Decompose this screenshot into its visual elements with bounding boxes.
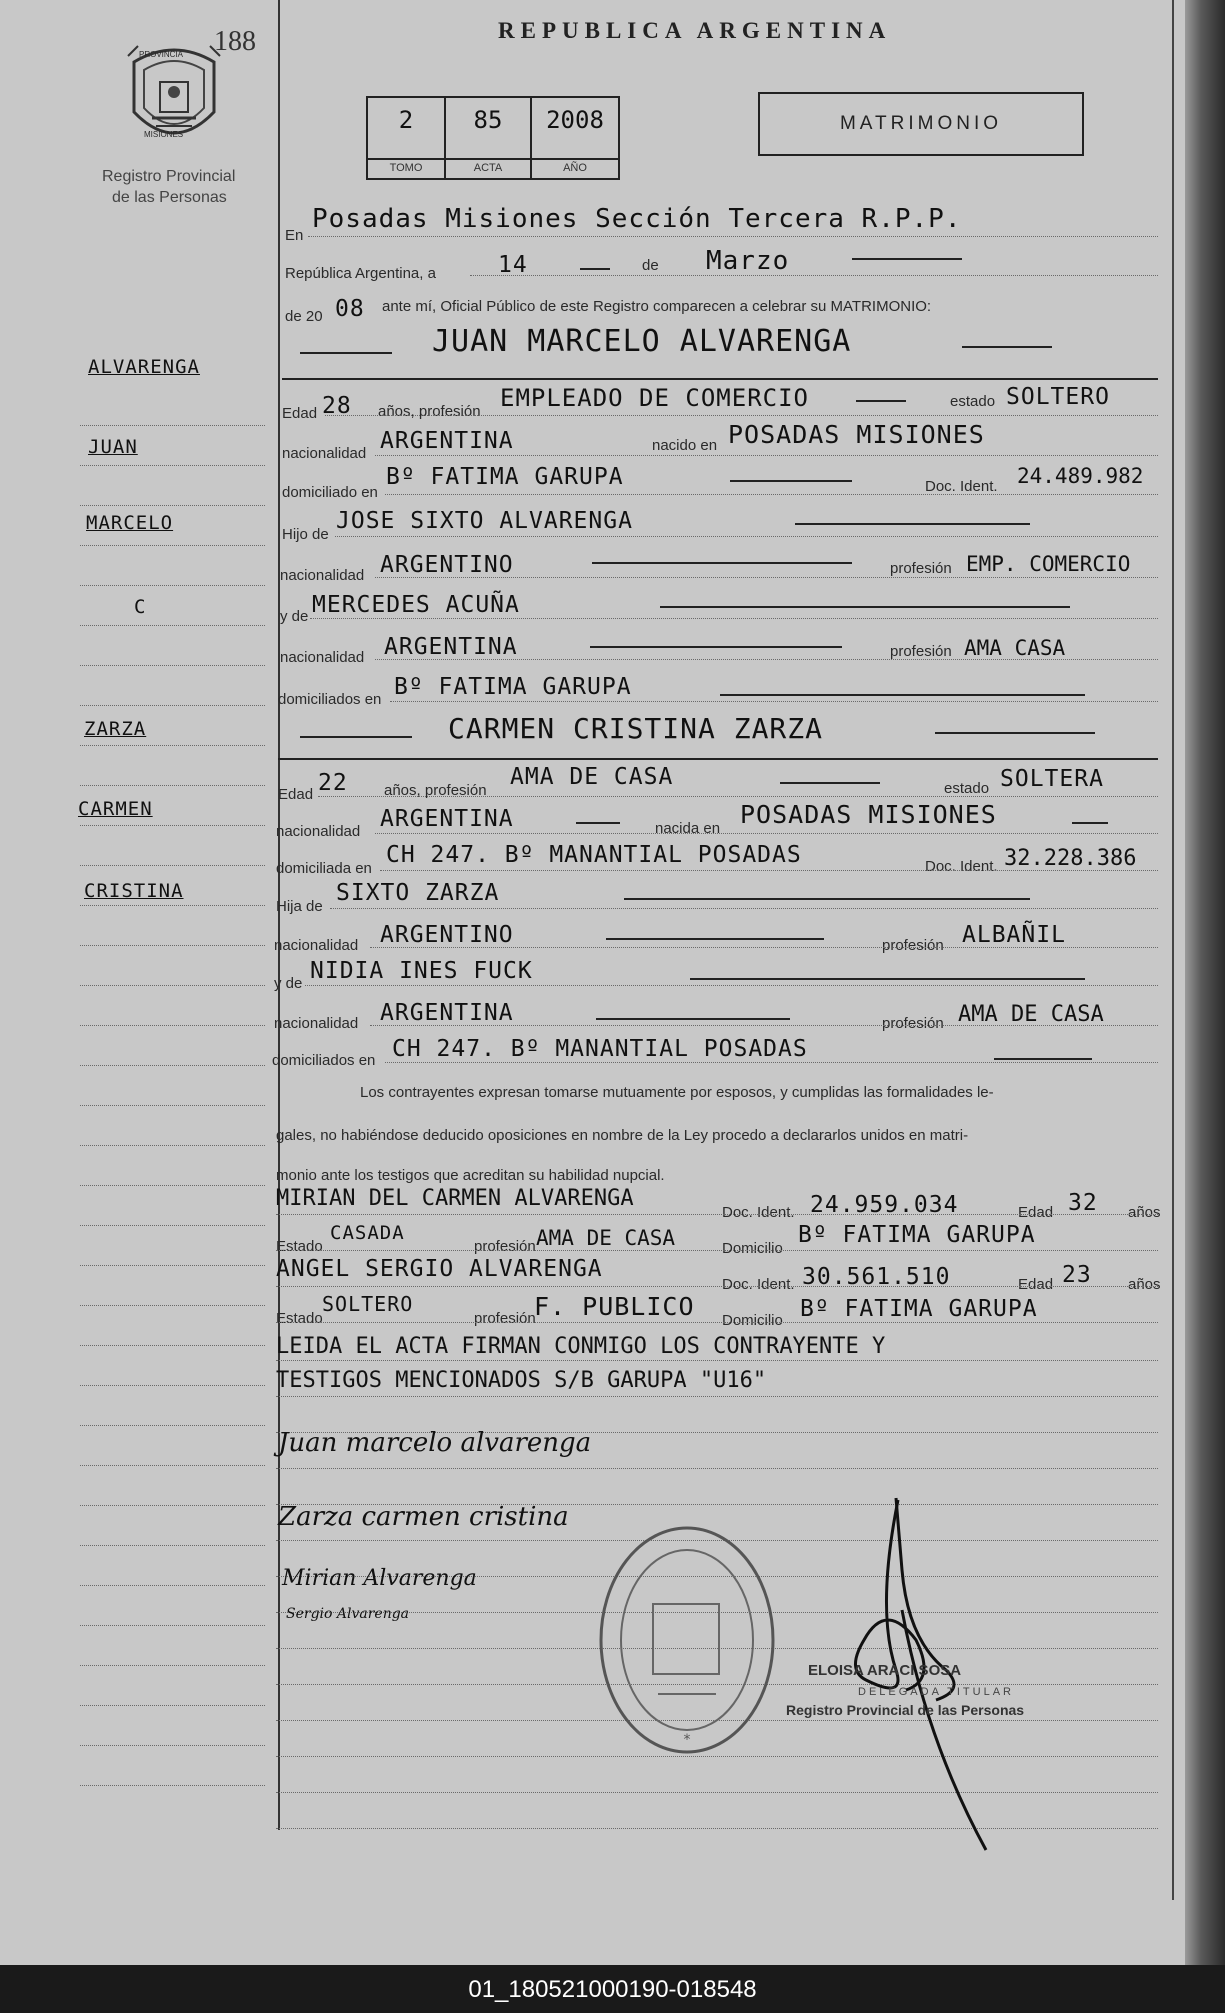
groom-mother: MERCEDES ACUÑA xyxy=(312,592,520,618)
bride-nacionalidad-label: nacionalidad xyxy=(276,823,361,840)
margin-name-1: ALVARENGA xyxy=(88,356,200,378)
bride-profession: AMA DE CASA xyxy=(510,764,674,790)
seal-bottom-text: MISIONES xyxy=(144,130,184,139)
place-value: Posadas Misiones Sección Tercera R.P.P. xyxy=(312,204,962,234)
witness-1-domicilio-label: Domicilio xyxy=(722,1240,783,1257)
margin-divider xyxy=(278,0,280,1830)
witness-2-doc: 30.561.510 xyxy=(802,1264,951,1290)
legal-line-3: monio ante los testigos que acreditan su habilidad nupcial. xyxy=(276,1167,665,1184)
bride-birthplace: POSADAS MISIONES xyxy=(740,800,997,829)
groom-mother-nacionalidad-label: nacionalidad xyxy=(280,649,365,666)
signature-witness-1: Mirian Alvarenga xyxy=(282,1566,477,1591)
image-code-footer: 01_180521000190-018548 xyxy=(468,1976,757,2003)
witness-2-edad-label: Edad xyxy=(1018,1276,1054,1293)
bride-father-profession: ALBAÑIL xyxy=(962,922,1066,948)
anio-value: 2008 xyxy=(546,106,604,134)
margin-name-3: MARCELO xyxy=(86,512,174,534)
groom-estado-label: estado xyxy=(950,393,996,410)
groom-birthplace: POSADAS MISIONES xyxy=(728,420,985,449)
witness-2-estado-label: Estado xyxy=(276,1310,323,1327)
bride-nacida-label: nacida en xyxy=(655,820,721,837)
bride-mother-nacionalidad-label: nacionalidad xyxy=(274,1015,359,1032)
official-name: ELOISA ARACI SOSA xyxy=(808,1662,962,1679)
seal-top-text: PROVINCIA xyxy=(139,50,184,59)
groom-edad-label: Edad xyxy=(282,405,318,422)
svg-text:*: * xyxy=(683,1732,691,1748)
groom-father-nacionalidad-label: nacionalidad xyxy=(280,567,365,584)
witness-1-anos-label: años xyxy=(1128,1204,1161,1221)
groom-mother-profesion-label: profesión xyxy=(890,643,952,660)
country-title: REPUBLICA ARGENTINA xyxy=(498,18,892,43)
witness-2-profession: F. PUBLICO xyxy=(534,1292,695,1321)
book-binding-edge xyxy=(1185,0,1225,1965)
tomo-value: 2 xyxy=(398,106,414,134)
margin-name-5: ZARZA xyxy=(84,718,147,740)
official-office: Registro Provincial de las Personas xyxy=(786,1702,1025,1718)
witness-2-estado: SOLTERO xyxy=(322,1292,414,1316)
bride-hija-label: Hija de xyxy=(276,898,323,915)
bride-father-nacionalidad-label: nacionalidad xyxy=(274,937,359,954)
margin-name-2: JUAN xyxy=(88,436,138,458)
witness-1-doc: 24.959.034 xyxy=(810,1192,959,1218)
official-title: DELEGADA TITULAR xyxy=(858,1686,1014,1698)
groom-parents-address: Bº FATIMA GARUPA xyxy=(394,674,632,700)
act-type-box: MATRIMONIO xyxy=(758,92,1084,156)
witness-2-doc-label: Doc. Ident. xyxy=(722,1276,795,1293)
bride-mother-profesion-label: profesión xyxy=(882,1015,944,1032)
closing-line-2: TESTIGOS MENCIONADOS S/B GARUPA "U16" xyxy=(276,1368,767,1393)
witness-1-address: Bº FATIMA GARUPA xyxy=(798,1222,1036,1248)
appearance-text: ante mí, Oficial Público de este Registro comparecen a celebrar su MATRIMONIO: xyxy=(382,298,932,315)
year-prefix: de 20 xyxy=(285,308,323,325)
bride-mother-profession: AMA DE CASA xyxy=(958,1002,1104,1027)
witness-1-age: 32 xyxy=(1068,1190,1098,1216)
groom-doc: 24.489.982 xyxy=(1017,464,1144,488)
bride-estado-label: estado xyxy=(944,780,990,797)
legal-line-1: Los contrayentes expresan tomarse mutuamente por esposos, y cumplidas las formalidades le- xyxy=(360,1084,994,1101)
groom-nacionalidad-label: nacionalidad xyxy=(282,445,367,462)
bride-parents-address: CH 247. Bº MANANTIAL POSADAS xyxy=(392,1036,808,1062)
margin-name-6: CARMEN xyxy=(78,798,153,820)
witness-1-estado: CASADA xyxy=(330,1222,405,1244)
acta-label: ACTA xyxy=(446,158,530,178)
signature-groom: Juan marcelo alvarenga xyxy=(278,1428,592,1458)
bride-nationality: ARGENTINA xyxy=(380,806,514,832)
groom-father-nationality: ARGENTINO xyxy=(380,552,514,578)
groom-nationality: ARGENTINA xyxy=(380,428,514,454)
month-value: Marzo xyxy=(706,246,790,276)
registry-name-line2: de las Personas xyxy=(112,189,227,206)
witness-2-profesion-label: profesión xyxy=(474,1310,536,1327)
day-value: 14 xyxy=(498,252,528,278)
groom-hijo-label: Hijo de xyxy=(282,526,329,543)
bride-father-profesion-label: profesión xyxy=(882,937,944,954)
witness-1-estado-label: Estado xyxy=(276,1238,323,1255)
bride-edad-label: Edad xyxy=(278,786,314,803)
bride-father: SIXTO ZARZA xyxy=(336,880,500,906)
groom-y-de-label: y de xyxy=(280,608,309,625)
groom-name: JUAN MARCELO ALVARENGA xyxy=(432,324,852,359)
bride-age: 22 xyxy=(318,770,348,796)
groom-father-profession: EMP. COMERCIO xyxy=(966,552,1131,576)
legal-line-2: gales, no habiéndose deducido oposiciones en nombre de la Ley procedo a declararlos unidos en matri- xyxy=(276,1127,969,1144)
signature-bride: Zarza carmen cristina xyxy=(278,1502,569,1532)
groom-mother-nationality: ARGENTINA xyxy=(384,634,518,660)
registry-round-seal-icon xyxy=(598,1524,776,1756)
witness-2-age: 23 xyxy=(1062,1262,1092,1288)
bride-doc-label: Doc. Ident. xyxy=(925,858,998,875)
bride-domiciliada-label: domiciliada en xyxy=(276,860,372,877)
de-label: de xyxy=(642,257,659,274)
groom-father-profesion-label: profesión xyxy=(890,560,952,577)
witness-1-edad-label: Edad xyxy=(1018,1204,1054,1221)
groom-domiciliados-label: domiciliados en xyxy=(278,691,382,708)
bride-domiciliados-label: domiciliados en xyxy=(272,1052,376,1069)
margin-name-7: CRISTINA xyxy=(84,880,184,902)
republica-label: República Argentina, a xyxy=(285,265,436,282)
anio-label: AÑO xyxy=(532,158,618,178)
acta-value: 85 xyxy=(473,106,503,134)
bride-father-nationality: ARGENTINO xyxy=(380,922,514,948)
bride-doc: 32.228.386 xyxy=(1004,846,1137,871)
closing-line-1: LEIDA EL ACTA FIRMAN CONMIGO LOS CONTRAYENTE Y xyxy=(276,1334,886,1359)
bride-profesion-label: años, profesión xyxy=(384,782,487,799)
groom-profession: EMPLEADO DE COMERCIO xyxy=(500,384,809,412)
groom-doc-label: Doc. Ident. xyxy=(925,478,998,495)
registration-box xyxy=(366,96,620,180)
right-frame-line xyxy=(1172,0,1174,1900)
page-number: 188 xyxy=(214,26,256,57)
witness-2-domicilio-label: Domicilio xyxy=(722,1312,783,1329)
bride-mother-nationality: ARGENTINA xyxy=(380,1000,514,1026)
witness-2-anos-label: años xyxy=(1128,1276,1161,1293)
bride-name: CARMEN CRISTINA ZARZA xyxy=(448,712,824,745)
bride-mother: NIDIA INES FUCK xyxy=(310,958,533,984)
groom-estado: SOLTERO xyxy=(1006,384,1110,410)
witness-1-doc-label: Doc. Ident. xyxy=(722,1204,795,1221)
bride-address: CH 247. Bº MANANTIAL POSADAS xyxy=(386,842,802,868)
groom-nacido-label: nacido en xyxy=(652,437,718,454)
year-suffix: 08 xyxy=(335,296,365,322)
witness-1-profesion-label: profesión xyxy=(474,1238,536,1255)
groom-address: Bº FATIMA GARUPA xyxy=(386,464,624,490)
bride-estado: SOLTERA xyxy=(1000,766,1104,792)
en-label: En xyxy=(285,227,304,244)
groom-age: 28 xyxy=(322,393,352,419)
bride-y-de-label: y de xyxy=(274,975,303,992)
registry-name-line1: Registro Provincial xyxy=(102,168,236,185)
signature-witness-2: Sergio Alvarenga xyxy=(286,1606,410,1622)
groom-father: JOSE SIXTO ALVARENGA xyxy=(336,508,633,534)
witness-2-address: Bº FATIMA GARUPA xyxy=(800,1296,1038,1322)
tomo-label: TOMO xyxy=(368,158,444,178)
witness-2-name: ANGEL SERGIO ALVARENGA xyxy=(276,1256,603,1282)
witness-1-profession: AMA DE CASA xyxy=(536,1226,676,1250)
margin-name-4: C xyxy=(134,596,147,618)
witness-1-name: MIRIAN DEL CARMEN ALVARENGA xyxy=(276,1186,634,1211)
groom-domiciliado-label: domiciliado en xyxy=(282,484,378,501)
groom-mother-profession: AMA CASA xyxy=(964,636,1066,660)
groom-profesion-label: años, profesión xyxy=(378,403,481,420)
